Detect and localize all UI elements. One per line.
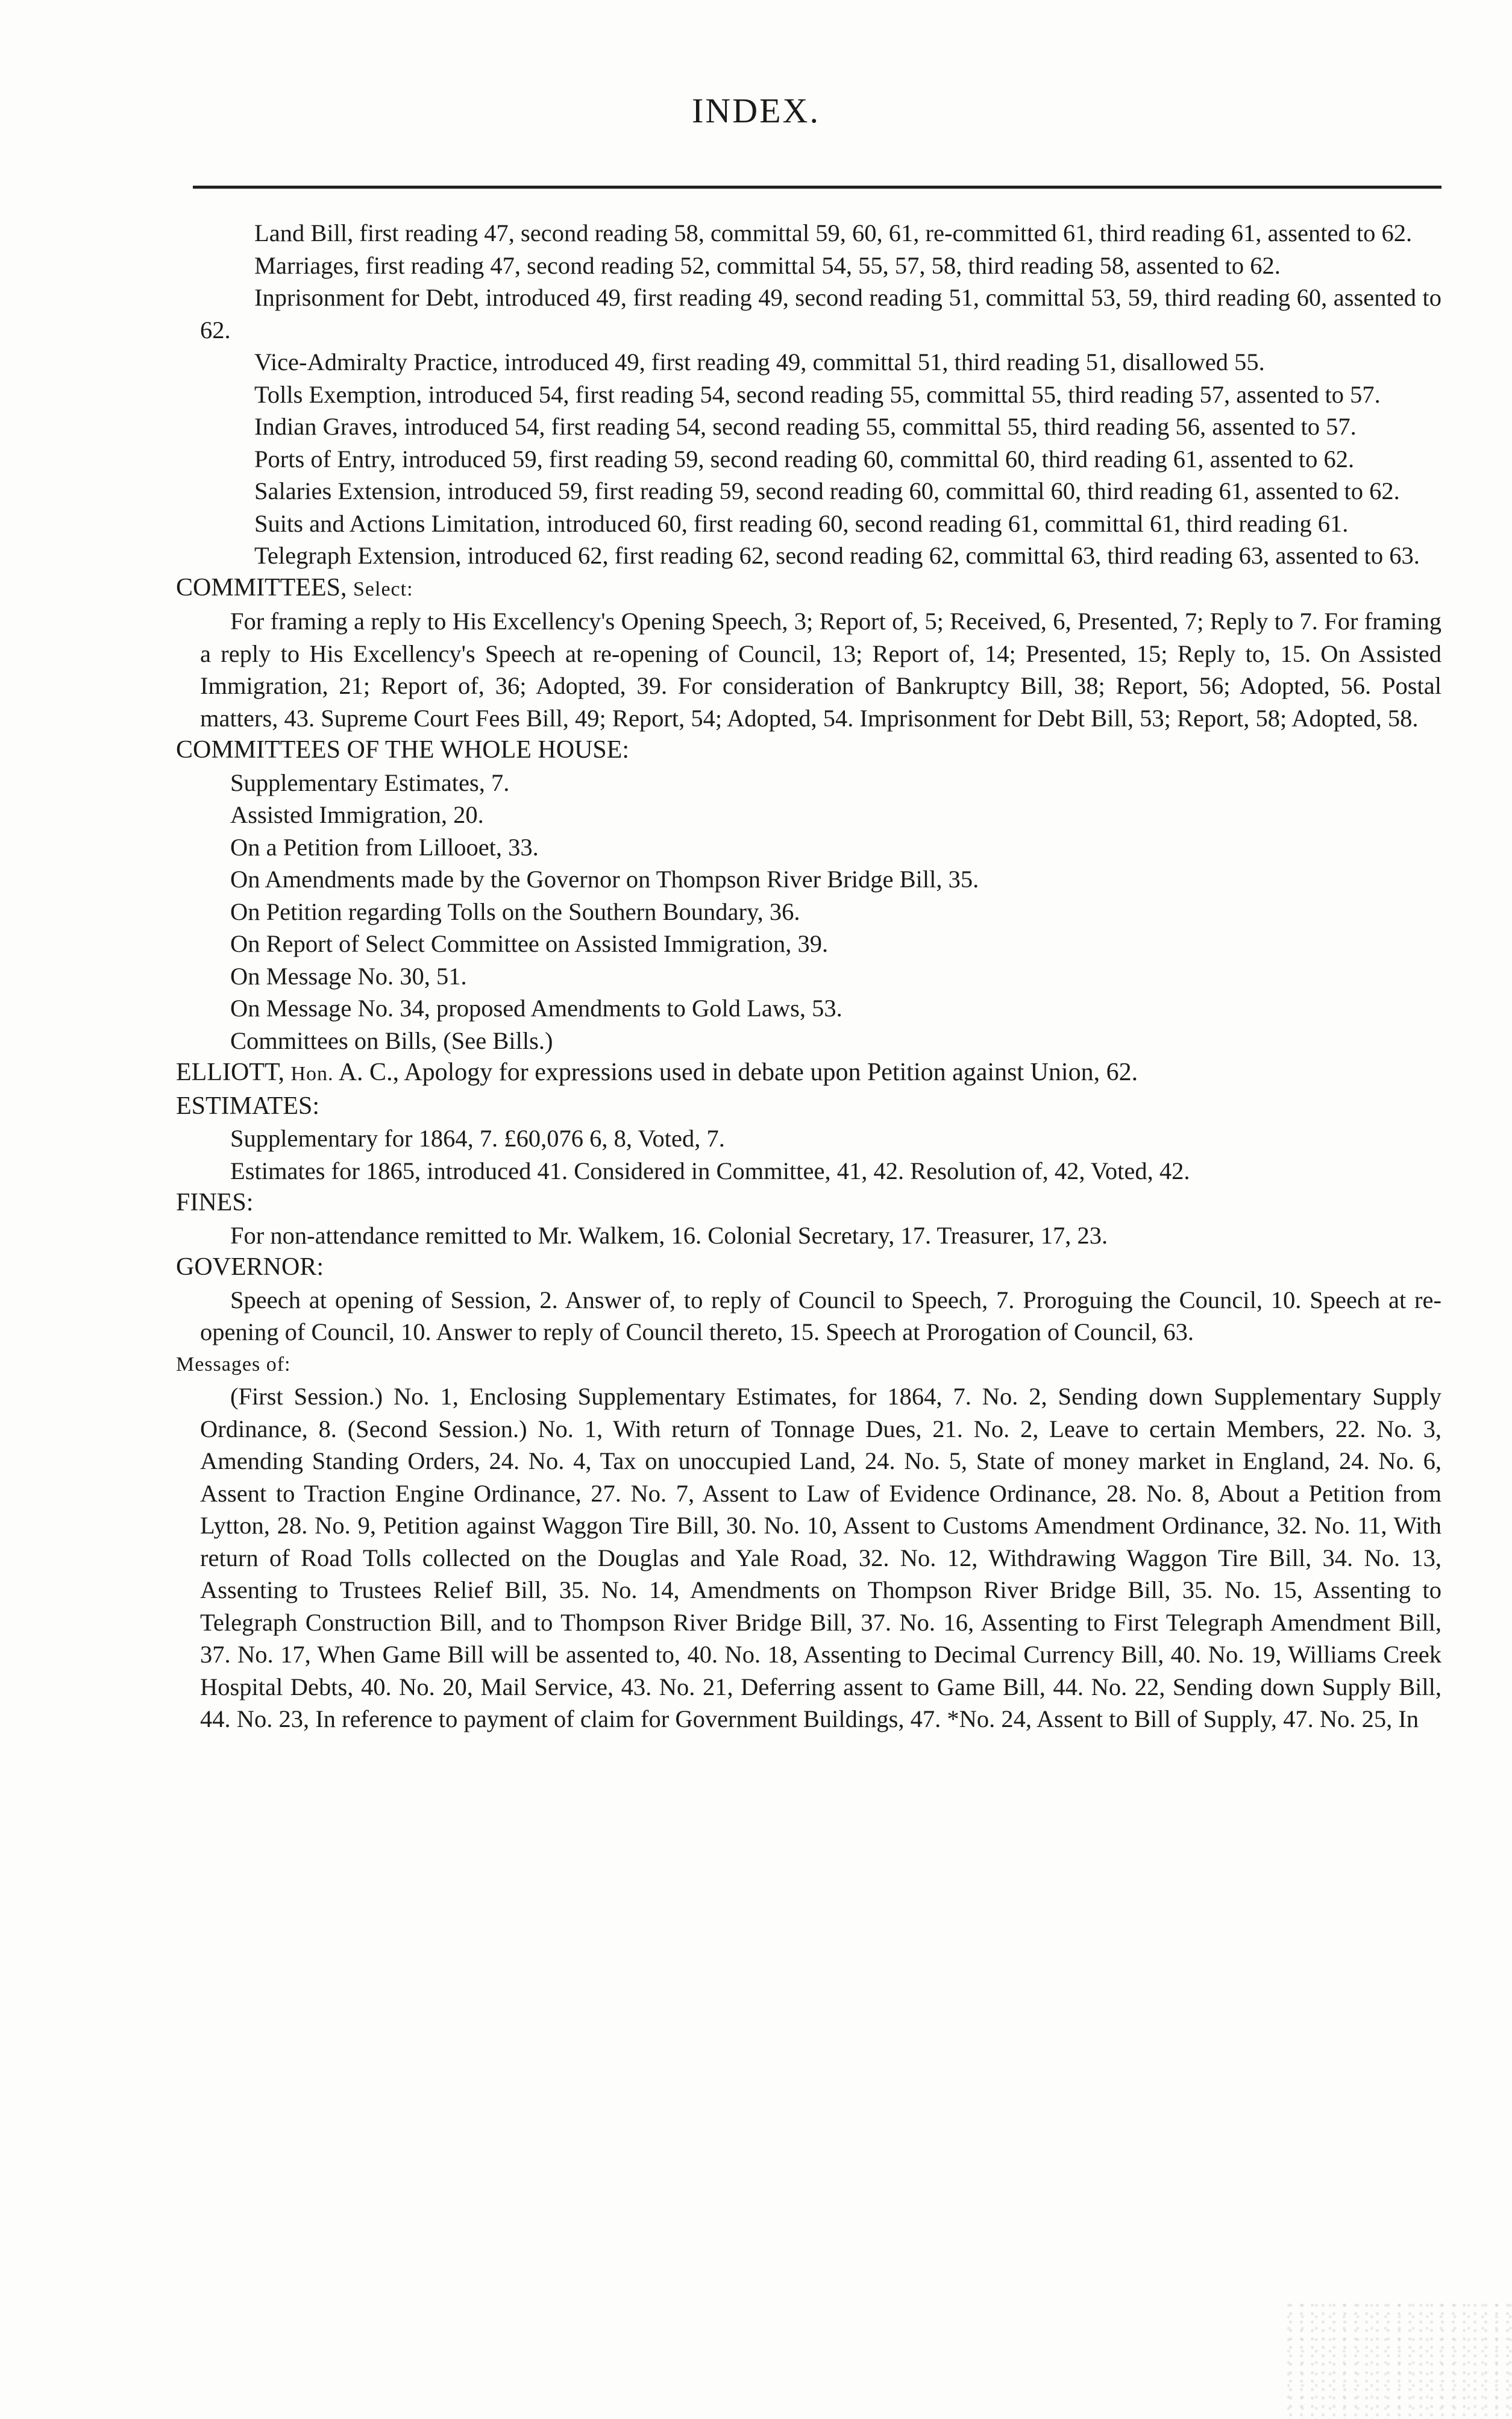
- governor-heading: GOVERNOR:: [176, 1253, 324, 1281]
- bill-entry: Inprisonment for Debt, introduced 49, first reading 49, second reading 51, committal 53, 59, third reading 60, assented to 62.: [200, 284, 1441, 344]
- elliott-text: A. C., Apology for expressions used in debate upon Petition against Union, 62.: [333, 1059, 1138, 1086]
- messages-text: (First Session.) No. 1, Enclosing Supplementary Estimates, for 1864, 7. No. 2, Sending down Supplementary Supply Ordinance, 8. (Second Session.) No. 1, With return of Tonnage Dues, 21. No. 2, Leave to certain Members, 22. No. 3, Amending Standing Orders, 24. No. 4, Tax on unoccupied Land, 24. No. 5, State of money market in England, 24. No. 6, Assent to Traction Engine Ordinance, 27. No. 7, Assent to Law of Evidence Ordinance, 28. No. 8, About a Petition from Lytton, 28. No. 9, Petition against Waggon Tire Bill, 30. No. 10, Assent to Customs Amendment Ordinance, 32. No. 11, With return of Road Tolls collected on the Douglas and Yale Road, 32. No. 12, Withdrawing Waggon Tire Bill, 34. No. 13, Assenting to Trustees Relief Bill, 35. No. 14, Amendments on Thompson River Bridge Bill, 35. No. 15, Assenting to Telegraph Construction Bill, and to Thompson River Bridge Bill, 37. No. 16, Assenting to First Telegraph Amendment Bill, 37. No. 17, When Game Bill will be assented to, 40. No. 18, Assenting to Decimal Currency Bill, 40. No. 19, Williams Creek Hospital Debts, 40. No. 20, Mail Service, 43. No. 21, Deferring assent to Game Bill, 44. No. 22, Sending down Supply Bill, 44. No. 23, In reference to payment of claim for Government Buildings, 47. *No. 24, Assent to Bill of Supply, 47. No. 25, In: [200, 1383, 1441, 1732]
- bill-entry: Indian Graves, introduced 54, first reading 54, second reading 55, committal 55, third reading 56, assented to 57.: [254, 413, 1357, 440]
- title-rule: [193, 186, 1441, 189]
- elliott-hon: Hon.: [290, 1063, 334, 1085]
- committee-item: Assisted Immigration, 20.: [230, 801, 484, 828]
- bill-entry: Marriages, first reading 47, second reading 52, committal 54, 55, 57, 58, third reading 58, assented to 62.: [254, 251, 1281, 279]
- estimates-item: Supplementary for 1864, 7. £60,076 6, 8, Voted, 7.: [230, 1125, 725, 1152]
- committees-select-text: For framing a reply to His Excellency's Opening Speech, 3; Report of, 5; Received, 6, Presented, 7; Reply to 7. For framing a reply to His Excellency's Speech at re-opening of Council, 13; Report of, 14; Presented, 15; Reply to, 15. On Assisted Immigration, 21; Report of, 36; Adopted, 39. For consideration of Bankruptcy Bill, 38; Report, 56; Adopted, 56. Postal matters, 43. Supreme Court Fees Bill, 49; Report, 54; Adopted, 54. Imprisonment for Debt Bill, 53; Report, 58; Adopted, 58.: [200, 608, 1441, 732]
- bill-entry: Vice-Admiralty Practice, introduced 49, first reading 49, committal 51, third reading 51, disallowed 55.: [254, 348, 1265, 376]
- elliott-entry: [176, 1057, 1441, 1090]
- committee-item: On Amendments made by the Governor on Thompson River Bridge Bill, 35.: [230, 866, 979, 893]
- bill-entry: Land Bill, first reading 47, second reading 58, committal 59, 60, 61, re-committed 61, third reading 61, assented to 62.: [254, 219, 1413, 247]
- heading-text: COMMITTEES,: [176, 573, 353, 602]
- committee-item: On Message No. 34, proposed Amendments to Gold Laws, 53.: [230, 995, 842, 1022]
- bill-entry: Suits and Actions Limitation, introduced 60, first reading 60, second reading 61, committal 61, third reading 61.: [254, 509, 1349, 537]
- fines-text: For non-attendance remitted to Mr. Walkem, 16. Colonial Secretary, 17. Treasurer, 17, 23.: [230, 1221, 1108, 1249]
- scan-noise: [1283, 2298, 1512, 2419]
- committees-whole-heading: COMMITTEES OF THE WHOLE HOUSE:: [176, 736, 630, 764]
- bill-entry: Ports of Entry, introduced 59, first reading 59, second reading 60, committal 60, third reading 61, assented to 62.: [254, 445, 1355, 473]
- page-title: INDEX.: [692, 91, 820, 130]
- committee-item: On Petition regarding Tolls on the Southern Boundary, 36.: [230, 898, 800, 925]
- committee-item: Supplementary Estimates, 7.: [230, 769, 510, 796]
- index-body: [176, 217, 1441, 1735]
- committee-item: On Message No. 30, 51.: [230, 962, 467, 990]
- governor-text: Speech at opening of Session, 2. Answer of, to reply of Council to Speech, 7. Proroguing the Council, 10. Speech at re-opening of Council, 10. Answer to reply of Council thereto, 15. Speech at Prorogation of Council, 63.: [200, 1286, 1441, 1345]
- estimates-heading: ESTIMATES:: [176, 1092, 320, 1120]
- estimates-item: Estimates for 1865, introduced 41. Considered in Committee, 41, 42. Resolution of, 42, Voted, 42.: [230, 1157, 1190, 1184]
- committee-item: On Report of Select Committee on Assisted Immigration, 39.: [230, 930, 829, 957]
- committees-select-heading: [176, 572, 1441, 606]
- bill-entry: Tolls Exemption, introduced 54, first reading 54, second reading 55, committal 55, third reading 57, assented to 57.: [254, 380, 1381, 408]
- fines-heading: FINES:: [176, 1189, 254, 1216]
- committee-item: On a Petition from Lillooet, 33.: [230, 833, 539, 861]
- bill-entry: Salaries Extension, introduced 59, first reading 59, second reading 60, committal 60, third reading 61, assented to 62.: [254, 477, 1400, 505]
- elliott-name: ELLIOTT,: [176, 1059, 291, 1086]
- committee-item: Committees on Bills, (See Bills.): [230, 1027, 553, 1054]
- heading-small-caps: Select:: [353, 577, 413, 600]
- bill-entry: Telegraph Extension, introduced 62, first reading 62, second reading 62, committal 63, third reading 63, assented to 63.: [254, 542, 1420, 569]
- messages-heading: Messages of:: [176, 1353, 291, 1376]
